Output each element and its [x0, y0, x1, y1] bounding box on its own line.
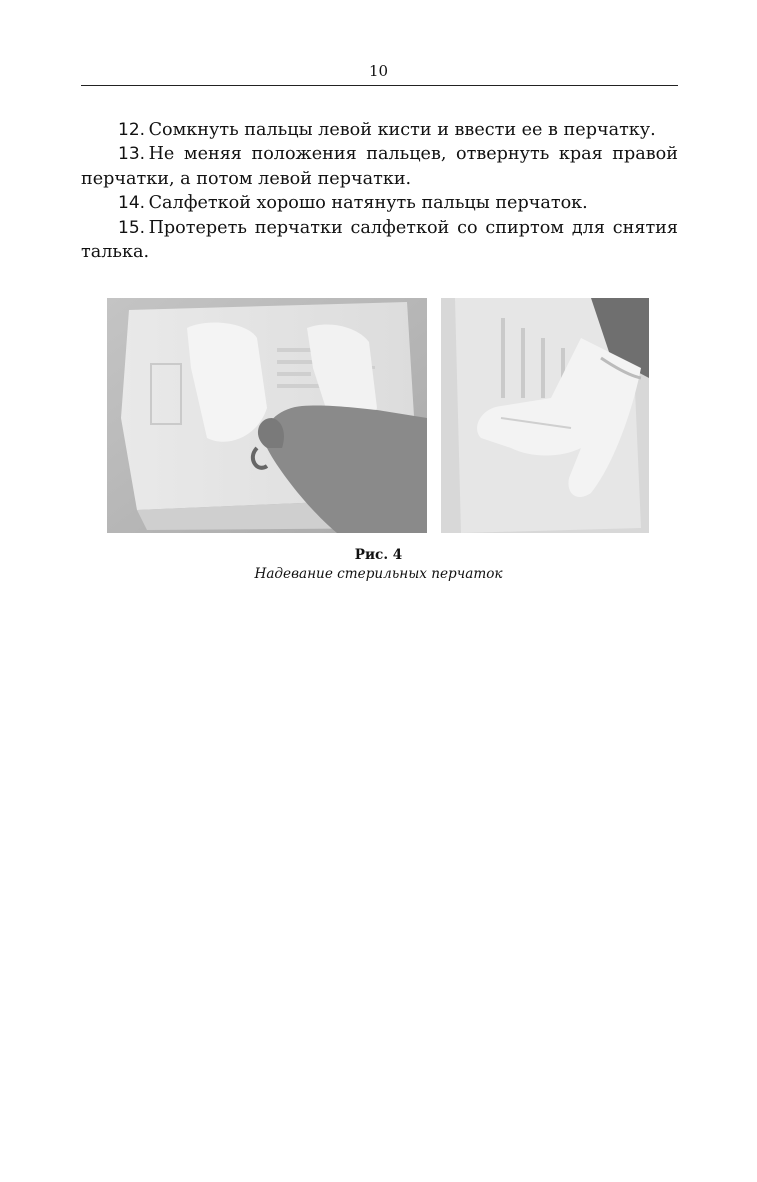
step-text: Протереть перчатки салфеткой со спиртом для снятия талька. [81, 217, 678, 263]
body-text [81, 118, 678, 264]
step-number: 14. [118, 193, 146, 214]
photo-left-graphic [107, 298, 427, 533]
step-15 [81, 216, 678, 265]
step-13 [81, 142, 678, 191]
figure-photo-left [107, 298, 427, 533]
step-text: Сомкнуть пальцы левой кисти и ввести ее в перчатку. [148, 120, 656, 140]
step-number: 13. [118, 144, 146, 165]
step-14 [81, 191, 678, 215]
figure-label: Рис. 4 [354, 547, 403, 563]
step-12 [81, 118, 678, 142]
header-rule [81, 85, 678, 86]
page-number: 10 [368, 62, 389, 80]
step-text: Не меняя положения пальцев, отвернуть края правой перчатки, а потом левой перчатки. [81, 144, 678, 189]
step-number: 15. [118, 217, 146, 238]
photo-right-graphic [441, 298, 649, 533]
step-number: 12. [118, 120, 146, 140]
figure-caption: Надевание стерильных перчаток [254, 566, 503, 582]
figure-photo-right [441, 298, 649, 533]
step-text: Салфеткой хорошо натянуть пальцы перчаток. [148, 193, 588, 214]
